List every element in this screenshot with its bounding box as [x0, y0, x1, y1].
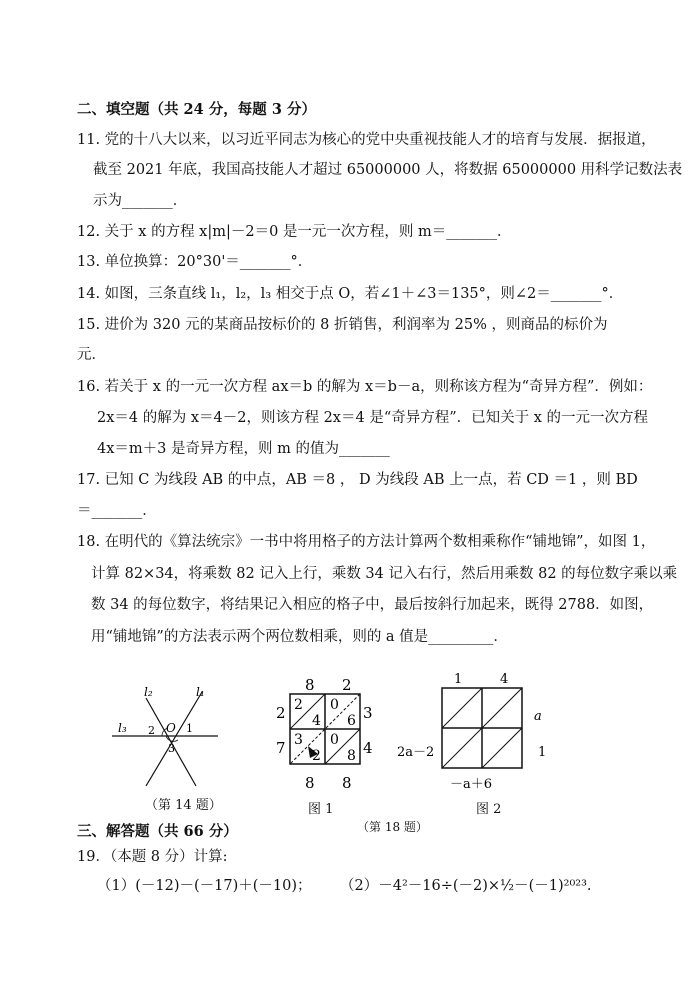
fig2-right-1: 1: [538, 745, 547, 760]
figure-18-1: [272, 674, 382, 792]
section2-heading: 二、填空题（共 24 分，每题 3 分）: [77, 101, 316, 118]
fig18-2-caption: 图 2: [476, 802, 502, 817]
q15-line1: 15. 进价为 320 元的某商品按标价的 8 折销售，利润率为 25% ，则商品的标价为: [77, 317, 608, 333]
fig1-cell-2b: 2: [312, 748, 321, 764]
fig2-top-1: 1: [454, 672, 463, 687]
label-l2: l₂: [144, 685, 153, 699]
label-o: O: [166, 721, 176, 735]
q13-line1: 13. 单位换算：20°30'＝_______°．: [77, 254, 313, 270]
fig2-left-2a-2: 2a－2: [397, 745, 435, 760]
fig1-bottom-8a: 8: [305, 774, 315, 792]
fig18-1-caption: 图 1: [308, 802, 334, 817]
label-l1: l₁: [196, 685, 205, 699]
q19-part2: （2）－4²－16÷(－2)×½－(－1)²⁰²³.: [340, 878, 592, 894]
q16-line2: 2x＝4 的解为 x＝4－2，则该方程 2x＝4 是“奇异方程”．已知关于 x 的一元一次方程: [97, 410, 649, 426]
q19-part1: （1）(－12)－(－17)＋(－10)；: [97, 878, 312, 894]
label-angle2: 2: [148, 724, 155, 737]
fig14-caption: （第 14 题）: [145, 798, 222, 813]
fig1-cell-4: 4: [312, 713, 321, 729]
fig1-cell-8: 8: [347, 748, 356, 764]
q16-line1: 16. 若关于 x 的一元一次方程 ax＝b 的解为 x＝b－a，则称该方程为“奇异方程”．例如：: [77, 379, 653, 395]
figure-14: [110, 680, 220, 790]
fig1-cell-6: 6: [347, 713, 356, 729]
fig1-cell-3: 3: [294, 732, 303, 748]
q15-line2: 元．: [77, 347, 106, 363]
q11-line2: 截至 2021 年底，我国高技能人才超过 65000000 人，将数据 65000000 用科学记数法表: [93, 162, 683, 178]
fig1-cell-2: 2: [294, 697, 303, 713]
fig1-right-4: 4: [363, 739, 373, 757]
fig1-left-7: 7: [276, 739, 286, 757]
q17-line1: 17. 已知 C 为线段 AB 的中点，AB ＝8 ， D 为线段 AB 上一点，若 CD ＝1 ，则 BD: [77, 472, 638, 488]
fig18-caption: （第 18 题）: [357, 820, 428, 834]
fig1-cell-0a: 0: [330, 697, 339, 713]
q11-line3: 示为_______．: [93, 193, 188, 209]
fig2-diag-3: [482, 728, 522, 768]
q18-line4: 用“铺地锦”的方法表示两个两位数相乘，则的 a 值是_________．: [91, 629, 508, 645]
q11-line1: 11. 党的十八大以来，以习近平同志为核心的党中央重视技能人才的培育与发展．据报道，: [77, 132, 656, 148]
q16-line3: 4x＝m＋3 是奇异方程，则 m 的值为_______: [97, 441, 390, 457]
q12-line1: 12. 关于 x 的方程 x|m|－2＝0 是一元一次方程，则 m＝_______．: [77, 224, 512, 240]
section3-heading: 三、解答题（共 66 分）: [77, 823, 238, 840]
fig1-bottom-8b: 8: [342, 774, 352, 792]
q18-line1: 18. 在明代的《算法统宗》一书中将用格子的方法计算两个数相乘称作“铺地锦”，如图 1，: [77, 534, 656, 550]
label-l3: l₃: [118, 721, 127, 735]
fig2-right-a: a: [534, 709, 542, 724]
fig2-diag-1: [442, 688, 482, 728]
fig2-top-4: 4: [500, 672, 509, 687]
fig1-left-2: 2: [276, 704, 286, 722]
label-angle1: 1: [186, 722, 193, 735]
fig1-top-2: 2: [342, 676, 352, 694]
q18-line2: 计算 82×34，将乘数 82 记入上行，乘数 34 记入右行，然后用乘数 82 的每位数字乘以乘: [91, 566, 678, 582]
q17-line2: ＝_______．: [77, 503, 157, 519]
line-l1: [146, 692, 202, 786]
q14-line1: 14. 如图，三条直线 l₁，l₂，l₃ 相交于点 O，若∠1＋∠3＝135°，则∠2＝_______°．: [77, 286, 624, 302]
label-angle3: 3: [168, 742, 175, 755]
fig1-top-8: 8: [305, 676, 315, 694]
q19-title: 19．（本题 8 分）计算:: [77, 849, 228, 865]
fig1-right-3: 3: [363, 704, 373, 722]
fig1-cell-0b: 0: [330, 732, 339, 748]
q18-line3: 数 34 的每位数字，将结果记入相应的格子中，最后按斜行加起来，既得 2788．如图，: [91, 597, 654, 613]
figure-18-2: [392, 668, 562, 790]
fig2-bottom-neg-a-6: －a＋6: [450, 777, 493, 790]
